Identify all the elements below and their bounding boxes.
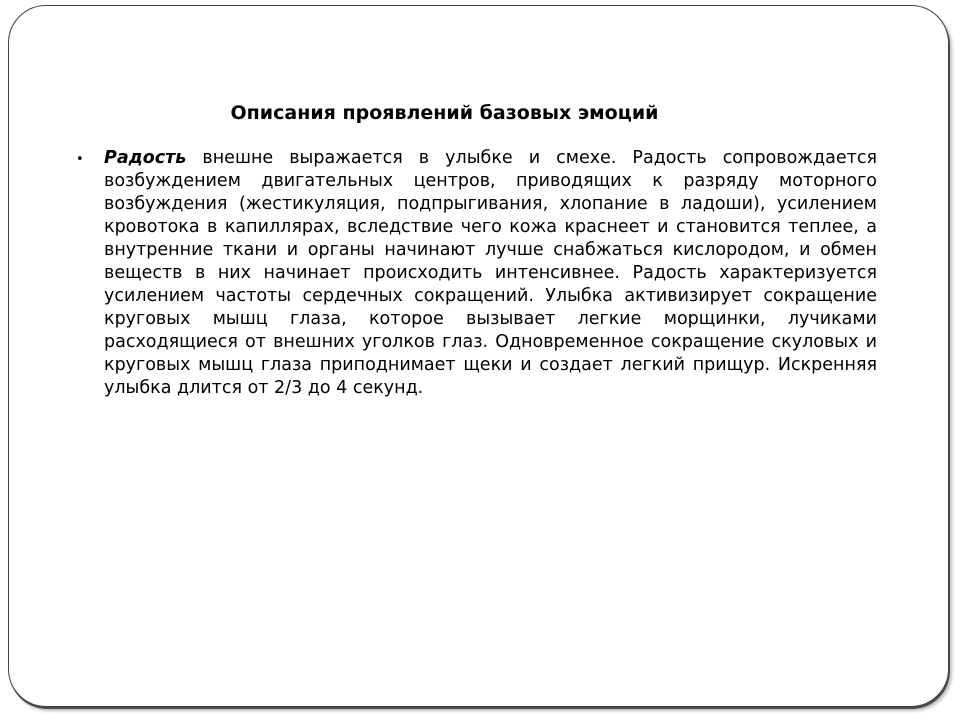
bullet-paragraph <box>104 147 877 400</box>
bullet-term: Радость <box>104 148 187 168</box>
slide <box>8 5 949 707</box>
slide-title: Описания проявлений базовых эмоций <box>230 102 659 124</box>
bullet-icon: • <box>76 152 84 167</box>
bullet-item <box>76 147 877 400</box>
bullet-text: внешне выражается в улыбке и смехе. Радость сопровождается возбуждением двигательных центров, приводящих к разряду моторного возбуждения (жестикуляция, подпрыгивания, хлопание в ладоши), усилением кровотока в капиллярах, вследствие чего кожа краснеет и становится теплее, а внутренние ткани и органы начинают лучше снабжаться кислородом, и обмен веществ в них начинает происходить интенсивнее. Радость характеризуется усилением частоты сердечных сокращений. Улыбка активизирует сокращение круговых мышц глаза, которое вызывает легкие морщинки, лучиками расходящиеся от внешних уголков глаз. Одновременное сокращение скуловых и круговых мышц глаза приподнимает щеки и создает легкий прищур. Искренняя улыбка длится от 2/3 до 4 секунд. <box>104 148 877 398</box>
